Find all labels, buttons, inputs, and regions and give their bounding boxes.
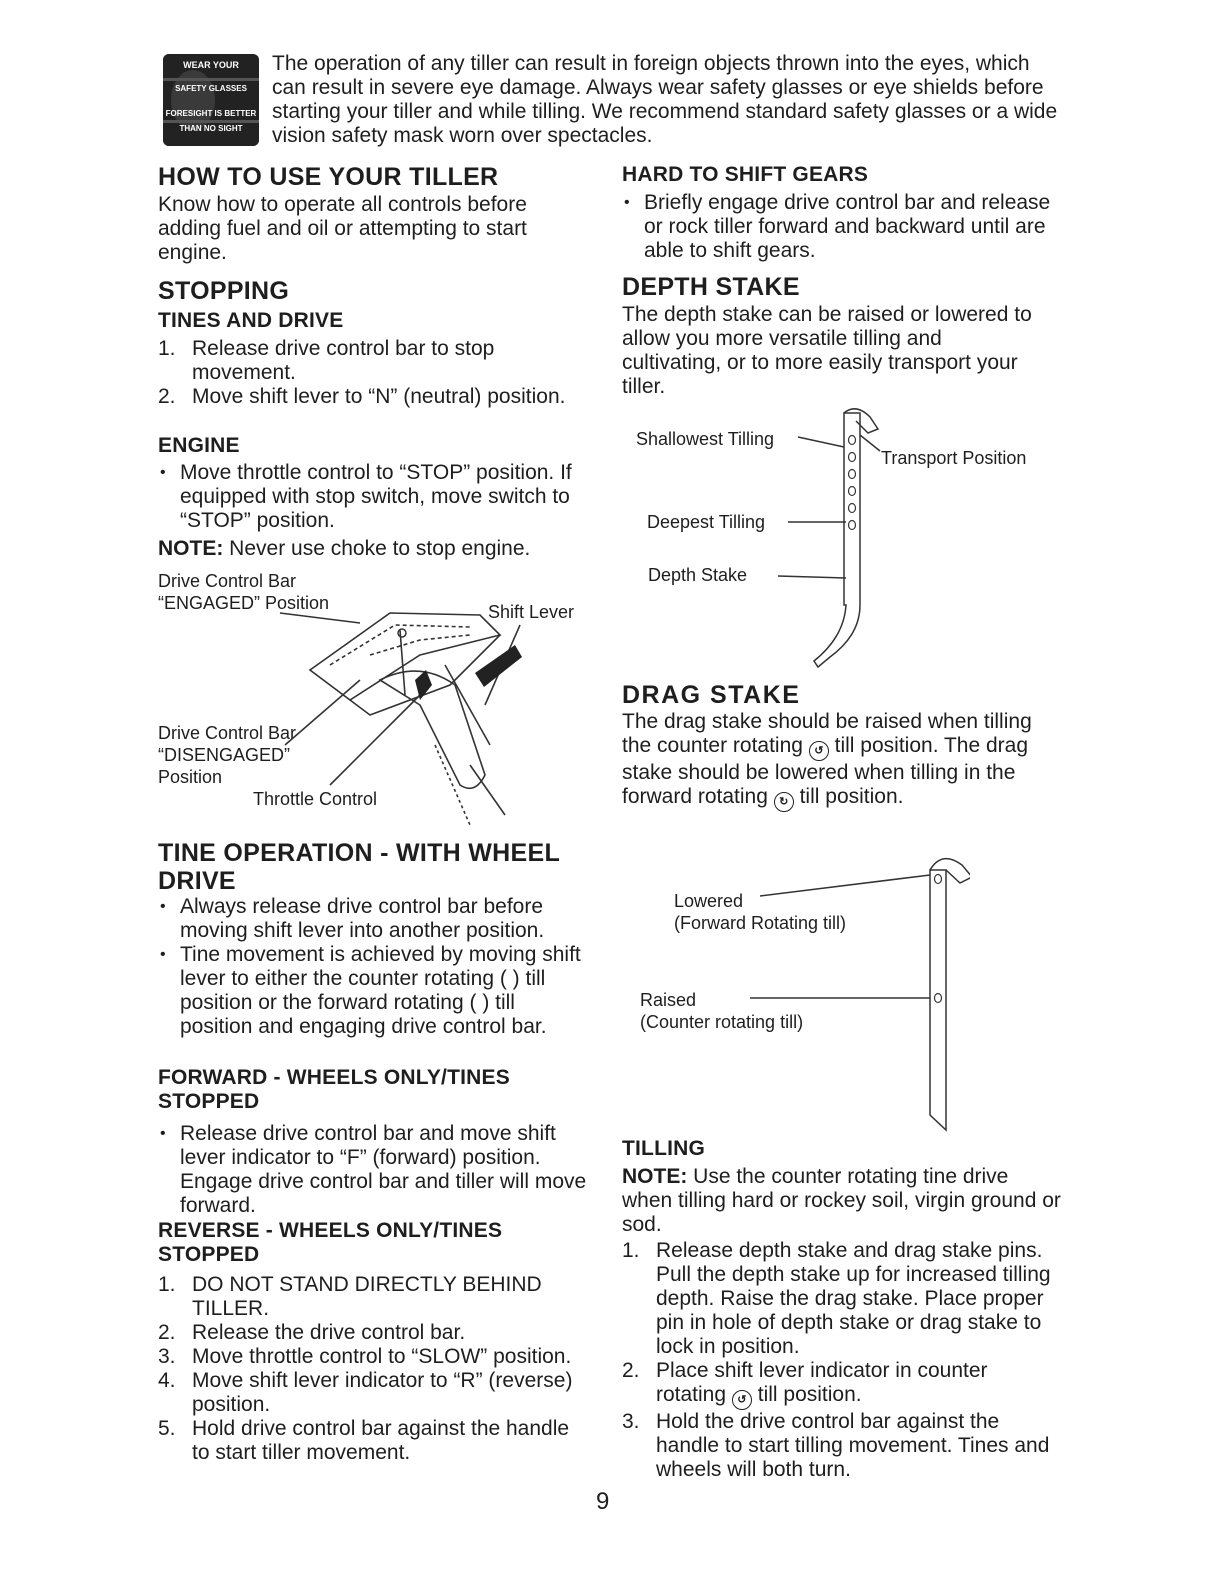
safety-icon-line-2: SAFETY GLASSES xyxy=(175,84,247,93)
drag-stake-illustration xyxy=(750,845,970,1135)
safety-icon-line-4: THAN NO SIGHT xyxy=(179,124,243,133)
list-item: • Tine movement is achieved by moving shift lever to either the counter rotating ( ) till position or the forward rotating ( ) till position and engaging drive control bar. xyxy=(158,943,588,1039)
engine-bullets xyxy=(158,461,593,533)
list-item: 1. Release drive control bar to stop movement. xyxy=(158,337,495,384)
how-to-use-text: Know how to operate all controls before adding fuel and oil or attempting to start engine. xyxy=(158,193,527,264)
tilling-steps xyxy=(622,1239,1062,1482)
label-shift-lever: Shift Lever xyxy=(488,602,575,622)
list-item: • Move throttle control to “STOP” position. If equipped with stop switch, move switch to “STOP” position. xyxy=(158,461,593,533)
label-lowered: Lowered (Forward Rotating till) xyxy=(674,891,847,933)
drag-stake-heading: DRAG STAKE xyxy=(622,681,801,709)
list-item: 2. Place shift lever indicator in counter rotating ↺ till position. xyxy=(622,1359,1062,1410)
list-item: • Briefly engage drive control bar and release or rock tiller forward and backward until are able to shift gears. xyxy=(622,191,1062,263)
label-drive-bar-engaged: Drive Control Bar “ENGAGED” Position xyxy=(158,571,330,613)
list-item: • Release drive control bar and move shift lever indicator to “F” (forward) position. Engage drive control bar and tiller will move forward. xyxy=(158,1122,588,1218)
counter-rotating-till-icon: ↺ xyxy=(809,741,829,761)
hard-to-shift-heading: HARD TO SHIFT GEARS xyxy=(622,163,869,186)
label-shallowest-tilling: Shallowest Tilling xyxy=(636,429,775,449)
label-deepest-tilling: Deepest Tilling xyxy=(647,512,766,532)
note-label: NOTE: xyxy=(622,1165,688,1188)
list-item: 3. Hold the drive control bar against the handle to start tilling movement. Tines and wheels will both turn. xyxy=(622,1410,1050,1481)
how-to-use-heading: HOW TO USE YOUR TILLER xyxy=(158,163,499,191)
stopping-heading: STOPPING xyxy=(158,277,290,305)
note-text: Never use choke to stop engine. xyxy=(229,537,531,560)
counter-rotating-till-icon: ↺ xyxy=(732,1390,752,1410)
forward-heading: FORWARD - WHEELS ONLY/TINES STOPPED xyxy=(158,1066,510,1113)
label-depth-stake: Depth Stake xyxy=(648,565,748,585)
label-throttle-control: Throttle Control xyxy=(253,789,378,809)
safety-glasses-icon xyxy=(163,54,259,146)
tine-operation-heading: TINE OPERATION - WITH WHEEL DRIVE xyxy=(158,839,560,895)
depth-stake-text: The depth stake can be raised or lowered to allow you more versatile tilling and cultivating, or to more easily transport your tiller. xyxy=(622,303,1032,398)
list-item: 1. DO NOT STAND DIRECTLY BEHIND TILLER. xyxy=(158,1273,542,1320)
list-item: • Always release drive control bar before moving shift lever into another position. xyxy=(158,895,588,943)
stop-engine-note xyxy=(158,537,598,561)
depth-stake-illustration xyxy=(760,405,890,675)
list-item: 1. Release depth stake and drag stake pins. Pull the depth stake up for increased tilling depth. Raise the drag stake. Place proper pin in hole of depth stake or drag stake to lock in position. xyxy=(622,1239,1051,1358)
drag-stake-text: The drag stake should be raised when tilling the counter rotating ↺ till position. The drag stake should be lowered when tilling in the forward rotating ↻ till position. xyxy=(622,710,1042,812)
forward-bullets xyxy=(158,1122,588,1218)
tines-and-drive-heading: TINES AND DRIVE xyxy=(158,309,344,332)
tilling-heading: TILLING xyxy=(622,1137,706,1160)
label-drive-bar-disengaged: Drive Control Bar “DISENGAGED” Position xyxy=(158,723,297,787)
page-number: 9 xyxy=(596,1488,610,1515)
safety-warning-text: The operation of any tiller can result in foreign objects thrown into the eyes, which can result in severe eye damage. Always wear safety glasses or eye shields before starting your tiller and while tilling. We recommend standard safety glasses or a wide vision safety mask worn over spectacles. xyxy=(272,52,1058,147)
safety-icon-line-3: FORESIGHT IS BETTER xyxy=(165,109,257,118)
note-text: Use the counter rotating tine drive when tilling hard or rockey soil, virgin ground or sod. xyxy=(622,1165,1061,1236)
engine-heading: ENGINE xyxy=(158,434,240,457)
safety-icon-line-1: WEAR YOUR xyxy=(183,60,239,70)
list-item: 2. Release the drive control bar. xyxy=(158,1321,466,1344)
list-item: 2. Move shift lever to “N” (neutral) position. xyxy=(158,385,566,408)
depth-stake-heading: DEPTH STAKE xyxy=(622,273,800,301)
tilling-note xyxy=(622,1165,1062,1237)
tines-drive-steps xyxy=(158,337,593,409)
forward-rotating-till-icon: ↻ xyxy=(774,792,794,812)
tine-operation-bullets xyxy=(158,895,588,1039)
label-raised: Raised (Counter rotating till) xyxy=(640,990,804,1032)
list-item: 4. Move shift lever indicator to “R” (reverse) position. xyxy=(158,1369,573,1416)
note-label: NOTE: xyxy=(158,537,224,560)
list-item: 3. Move throttle control to “SLOW” position. xyxy=(158,1345,572,1368)
label-transport-position: Transport Position xyxy=(881,448,1027,468)
list-item: 5. Hold drive control bar against the handle to start tiller movement. xyxy=(158,1417,570,1464)
hard-to-shift-bullets xyxy=(622,191,1062,263)
handle-controls-illustration xyxy=(270,585,570,835)
reverse-heading: REVERSE - WHEELS ONLY/TINES STOPPED xyxy=(158,1219,503,1266)
reverse-steps xyxy=(158,1273,578,1465)
